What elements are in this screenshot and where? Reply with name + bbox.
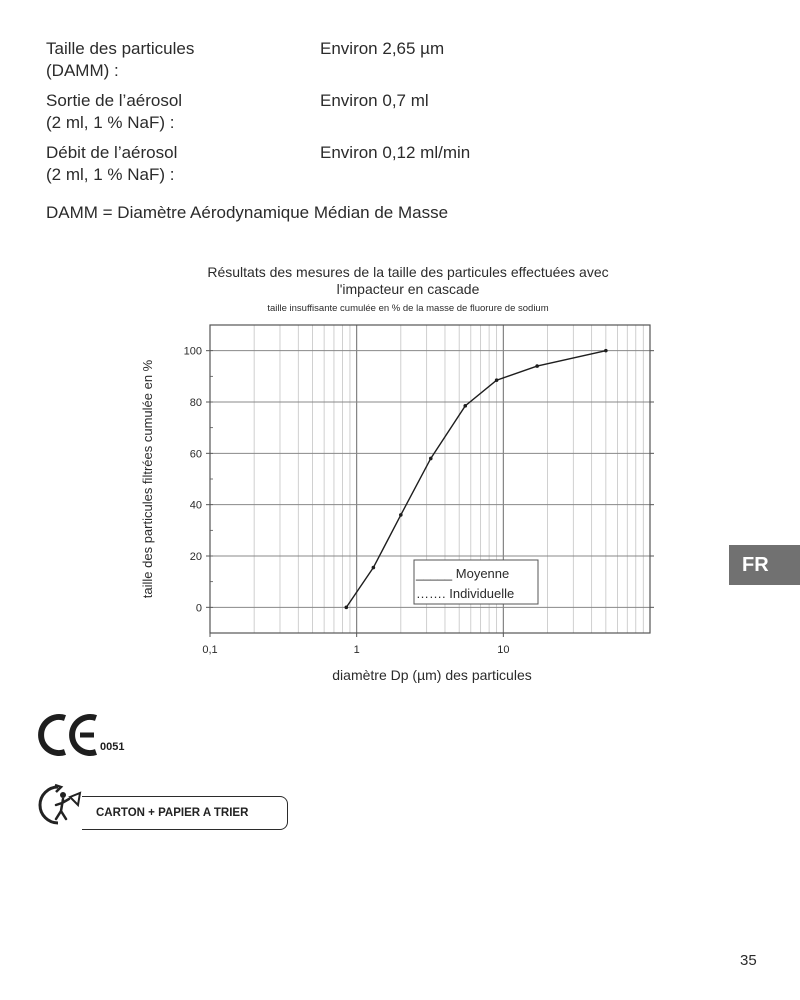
chart-title-line2: l'impacteur en cascade: [336, 281, 480, 297]
x-tick-label: 0,1: [202, 644, 218, 656]
data-point: [495, 378, 499, 382]
data-point: [535, 364, 539, 368]
y-tick-label: 80: [189, 397, 202, 409]
spec-value: Environ 2,65 µm: [320, 39, 445, 58]
x-axis-label: diamètre Dp (µm) des particules: [332, 667, 532, 683]
data-point: [604, 349, 608, 353]
spec-label: Sortie de l’aérosol (2 ml, 1 % NaF) :: [46, 91, 183, 132]
chart-title-line1: Résultats des mesures de la taille des particules effectuées avec: [207, 264, 609, 280]
y-tick-label: 0: [195, 602, 202, 615]
ce-mark-icon: [38, 713, 100, 757]
y-tick-label: 60: [189, 448, 202, 461]
page-number: 35: [740, 952, 757, 969]
spec-value: Environ 0,7 ml: [320, 91, 429, 110]
language-tab: FR: [729, 545, 800, 585]
data-point: [429, 457, 433, 461]
spec-label: Débit de l’aérosol (2 ml, 1 % NaF) :: [46, 143, 178, 184]
notified-body-number: 0051: [100, 741, 125, 753]
chart-subtitle: taille insuffisante cumulée en % de la masse de fluorure de sodium: [267, 303, 549, 314]
triman-label: CARTON + PAPIER A TRIER: [96, 807, 249, 819]
data-point: [345, 606, 349, 610]
data-point: [372, 566, 376, 570]
data-point: [463, 404, 467, 408]
y-tick-label: 40: [189, 499, 202, 512]
legend-item-individuelle: ……. Individuelle: [416, 586, 515, 601]
x-tick-label: 1: [353, 644, 360, 656]
spec-value: Environ 0,12 ml/min: [320, 143, 471, 162]
y-axis-label: taille des particules filtrées cumulée en %: [140, 359, 155, 599]
chart-legend: [414, 560, 538, 604]
legend-item-moyenne: _____ Moyenne: [416, 566, 510, 581]
y-tick-label: 20: [189, 551, 202, 563]
data-point: [399, 513, 403, 517]
spec-label: Taille des particules (DAMM) :: [46, 39, 195, 80]
damm-definition: DAMM = Diamètre Aérodynamique Médian de Masse: [46, 203, 449, 222]
x-tick-label: 10: [497, 644, 510, 656]
y-tick-label: 100: [183, 345, 202, 358]
